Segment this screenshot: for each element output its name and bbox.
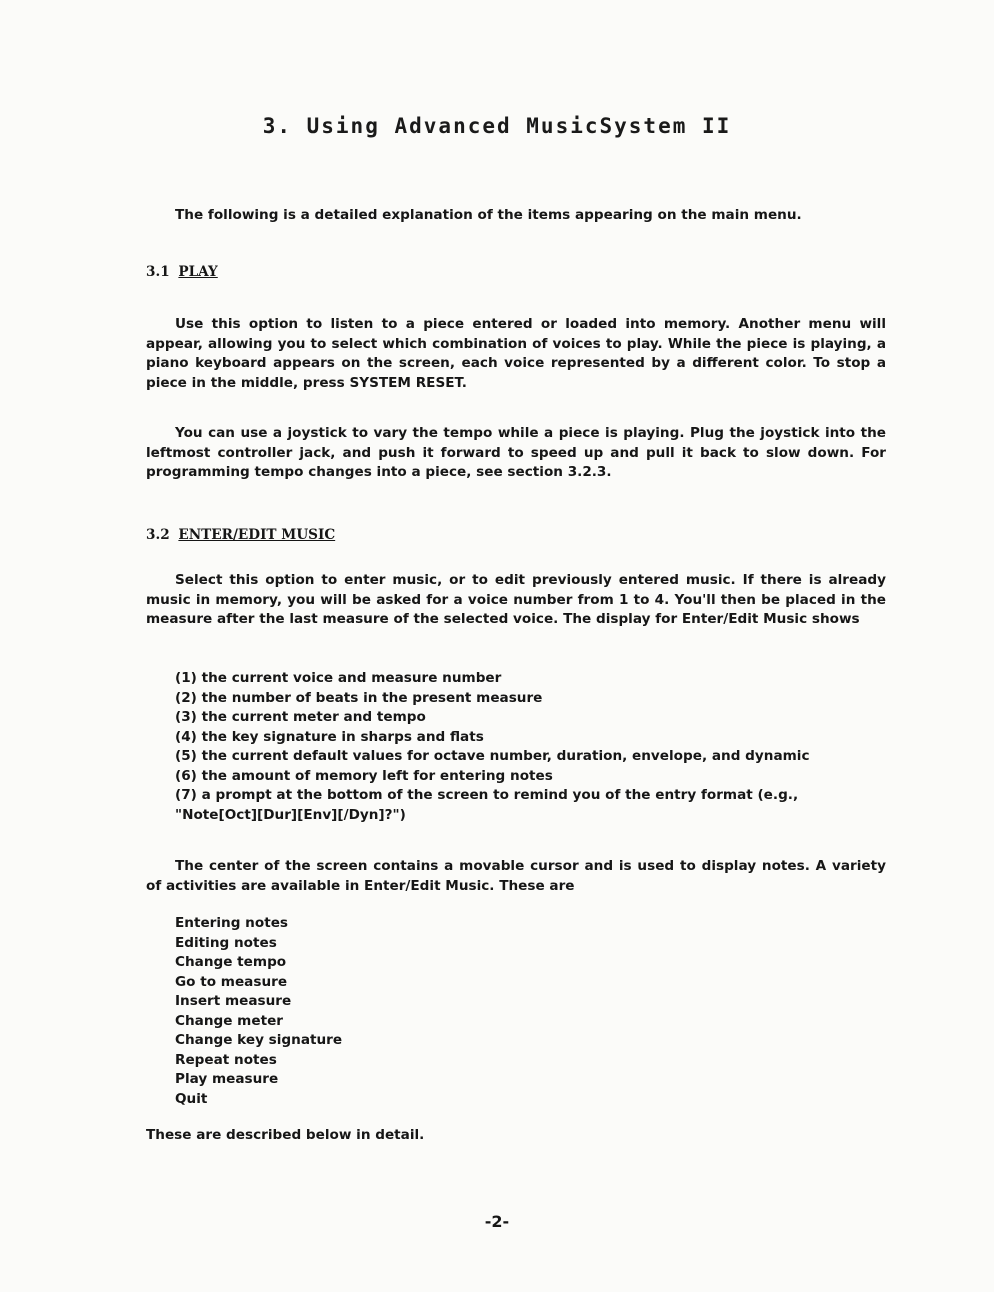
intro-paragraph: The following is a detailed explanation of the items appearing on the main menu. [175, 207, 802, 223]
activities-list [175, 914, 342, 1109]
list-item: Repeat notes [175, 1051, 277, 1068]
list-item: Quit [175, 1090, 208, 1107]
page-title: 3. Using Advanced MusicSystem II [262, 114, 732, 138]
closing-sentence: These are described below in detail. [146, 1127, 425, 1143]
list-item: Change key signature [175, 1032, 343, 1048]
list-item: Entering notes [175, 915, 289, 931]
list-item: (6) the amount of memory left for entering notes [175, 767, 553, 784]
list-item: Insert measure [175, 993, 292, 1009]
section-label: ENTER/EDIT MUSIC [178, 527, 336, 543]
list-item: Change meter [175, 1012, 283, 1029]
list-item: (2) the number of beats in the present measure [175, 689, 543, 706]
list-item: (3) the current meter and tempo [175, 709, 426, 725]
list-item: Play measure [175, 1071, 279, 1087]
display-items-list [175, 669, 895, 825]
list-item: Editing notes [175, 934, 277, 951]
play-paragraph-1: Use this option to listen to a piece entered or loaded into memory. Another menu will appear, allowing you to select which combination of voices to play. While the piece is playing, a piano keyboard appears on the screen, each voice represented by a different color. To stop a piece in the middle, press SYSTEM RESET. [146, 316, 886, 391]
after-list-paragraph: The center of the screen contains a movable cursor and is used to display notes. A variety of activities are available in Enter/Edit Music. These are [146, 858, 886, 894]
page-number: -2- [484, 1212, 510, 1231]
section-heading-play [146, 264, 218, 280]
list-item: Change tempo [175, 954, 287, 970]
play-paragraph-2: You can use a joystick to vary the tempo while a piece is playing. Plug the joystick into the leftmost controller jack, and push it forward to speed up and pull it back to slow down. For programming tempo changes into a piece, see section 3.2.3. [146, 425, 886, 480]
section-heading-enter-edit [146, 527, 335, 543]
list-item: (5) the current default values for octave number, duration, envelope, and dynamic [175, 748, 810, 764]
section-label: PLAY [178, 264, 218, 280]
list-item: (1) the current voice and measure number [175, 670, 502, 686]
list-item: (7) a prompt at the bottom of the screen to remind you of the entry format (e.g., [175, 787, 799, 803]
section-number: 3.1 [146, 264, 170, 280]
list-item: (4) the key signature in sharps and flats [175, 728, 484, 745]
section-number: 3.2 [146, 527, 170, 543]
enter-edit-paragraph: Select this option to enter music, or to edit previously entered music. If there is already music in memory, you will be asked for a voice number from 1 to 4. You'll then be placed in the measure after the last measure of the selected voice. The display for Enter/Edit Music shows [146, 572, 886, 627]
list-item-continuation: "Note[Oct][Dur][Env][/Dyn]?") [175, 806, 406, 823]
list-item: Go to measure [175, 973, 288, 990]
